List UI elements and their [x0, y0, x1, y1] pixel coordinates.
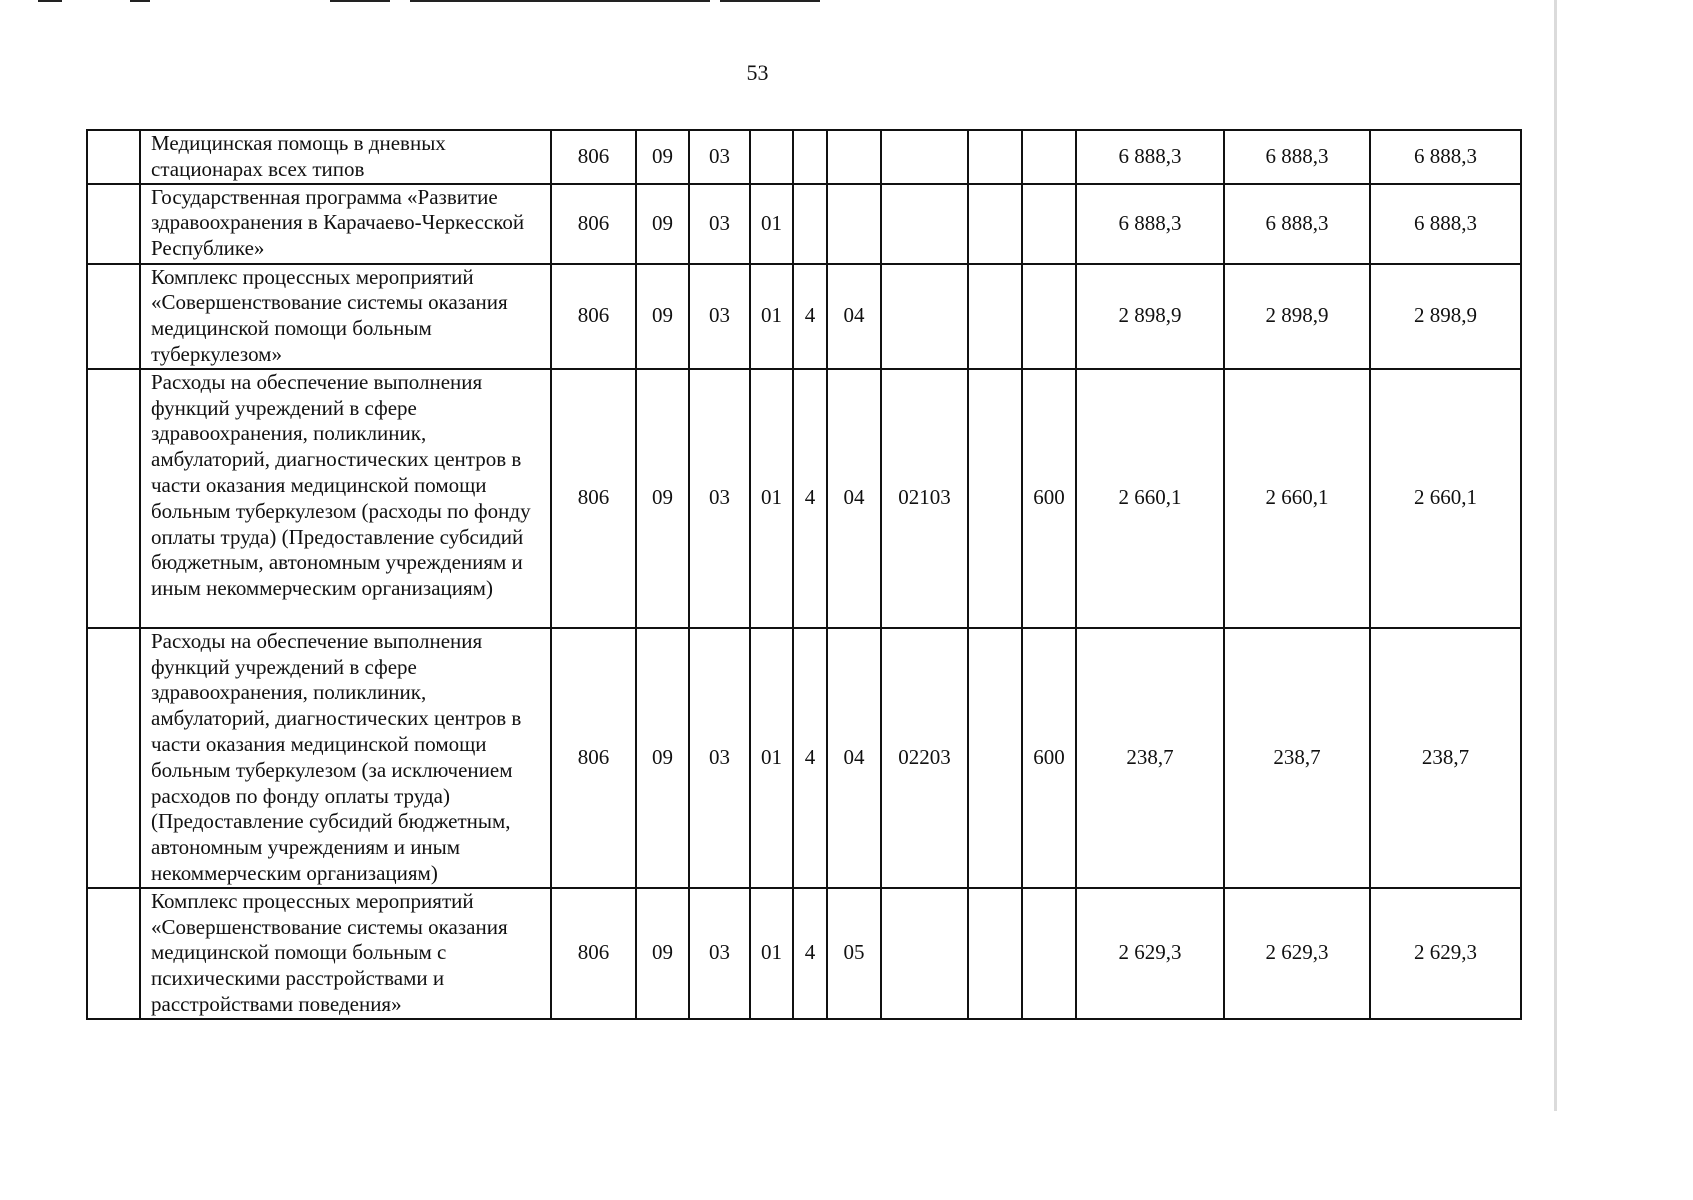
- row-number-cell: [87, 184, 140, 264]
- table-row: [87, 130, 1521, 184]
- direction-code-cell: [881, 264, 968, 369]
- measure-code-cell: 04: [827, 264, 881, 369]
- direction-code-cell: [881, 130, 968, 184]
- direction-code-cell: 02103: [881, 369, 968, 628]
- expense-type-cell: [1022, 264, 1076, 369]
- table-body: [87, 130, 1521, 1019]
- row-number-cell: [87, 369, 140, 628]
- ministry-code-cell: 806: [551, 628, 636, 888]
- amount-year-3-cell: 2 660,1: [1370, 369, 1521, 628]
- program-type-cell: 4: [793, 264, 827, 369]
- amount-year-2-cell: 2 660,1: [1224, 369, 1370, 628]
- table-row: [87, 888, 1521, 1019]
- row-number-cell: [87, 264, 140, 369]
- amount-year-3-cell: 6 888,3: [1370, 130, 1521, 184]
- subsection-code-cell: 03: [689, 888, 750, 1019]
- subsection-code-cell: 03: [689, 130, 750, 184]
- budget-table: [86, 129, 1522, 1020]
- amount-year-2-cell: 6 888,3: [1224, 184, 1370, 264]
- program-type-cell: 4: [793, 888, 827, 1019]
- amount-year-3-cell: 2 898,9: [1370, 264, 1521, 369]
- item-name-cell: Медицинская помощь в дневных стационарах всех типов: [140, 130, 551, 184]
- program-type-cell: [793, 184, 827, 264]
- direction-code-cell: [881, 888, 968, 1019]
- program-type-cell: 4: [793, 369, 827, 628]
- item-name-cell: Расходы на обеспечение выполнения функций учреждений в сфере здравоохранения, поликлиник, амбулаторий, диагностических центров в части оказания медицинской помощи больным туберкулезом (за исключением расходов по фонду оплаты труда) (Предоставление субсидий бюджетным, автономным учреждениям и иным некоммерческим организациям): [140, 628, 551, 888]
- program-type-cell: [793, 130, 827, 184]
- program-code-cell: 01: [750, 888, 793, 1019]
- amount-year-1-cell: 6 888,3: [1076, 130, 1224, 184]
- ministry-code-cell: 806: [551, 888, 636, 1019]
- amount-year-1-cell: 2 660,1: [1076, 369, 1224, 628]
- amount-year-1-cell: 2 898,9: [1076, 264, 1224, 369]
- extra-code-cell: [968, 888, 1022, 1019]
- subsection-code-cell: 03: [689, 628, 750, 888]
- table-row: [87, 369, 1521, 628]
- subsection-code-cell: 03: [689, 184, 750, 264]
- table-row: [87, 628, 1521, 888]
- page-number: 53: [746, 60, 769, 85]
- section-code-cell: 09: [636, 264, 689, 369]
- amount-year-3-cell: 6 888,3: [1370, 184, 1521, 264]
- item-name-cell: Комплекс процессных мероприятий «Совершенствование системы оказания медицинской помощи больным с психическими расстройствами и расстройствами поведения»: [140, 888, 551, 1019]
- row-number-cell: [87, 628, 140, 888]
- program-code-cell: [750, 130, 793, 184]
- row-number-cell: [87, 888, 140, 1019]
- program-code-cell: 01: [750, 628, 793, 888]
- amount-year-2-cell: 238,7: [1224, 628, 1370, 888]
- program-type-cell: 4: [793, 628, 827, 888]
- expense-type-cell: [1022, 130, 1076, 184]
- amount-year-2-cell: 2 629,3: [1224, 888, 1370, 1019]
- scan-right-edge-shadow: [1554, 0, 1557, 1111]
- item-name-cell: Комплекс процессных мероприятий «Совершенствование системы оказания медицинской помощи больным туберкулезом»: [140, 264, 551, 369]
- extra-code-cell: [968, 628, 1022, 888]
- expense-type-cell: 600: [1022, 628, 1076, 888]
- section-code-cell: 09: [636, 888, 689, 1019]
- direction-code-cell: [881, 184, 968, 264]
- subsection-code-cell: 03: [689, 369, 750, 628]
- table-row: [87, 184, 1521, 264]
- amount-year-1-cell: 238,7: [1076, 628, 1224, 888]
- item-name-cell: Расходы на обеспечение выполнения функций учреждений в сфере здравоохранения, поликлиник, амбулаторий, диагностических центров в части оказания медицинской помощи больным туберкулезом (расходы по фонду оплаты труда) (Предоставление субсидий бюджетным, автономным учреждениям и иным некоммерческим организациям): [140, 369, 551, 628]
- program-code-cell: 01: [750, 184, 793, 264]
- amount-year-2-cell: 2 898,9: [1224, 264, 1370, 369]
- extra-code-cell: [968, 184, 1022, 264]
- item-name-cell: Государственная программа «Развитие здравоохранения в Карачаево-Черкесской Республике»: [140, 184, 551, 264]
- expense-type-cell: [1022, 888, 1076, 1019]
- table-row: [87, 264, 1521, 369]
- program-code-cell: 01: [750, 369, 793, 628]
- amount-year-3-cell: 238,7: [1370, 628, 1521, 888]
- amount-year-1-cell: 6 888,3: [1076, 184, 1224, 264]
- expense-type-cell: [1022, 184, 1076, 264]
- ministry-code-cell: 806: [551, 184, 636, 264]
- ministry-code-cell: 806: [551, 369, 636, 628]
- ministry-code-cell: 806: [551, 264, 636, 369]
- measure-code-cell: 04: [827, 628, 881, 888]
- program-code-cell: 01: [750, 264, 793, 369]
- row-number-cell: [87, 130, 140, 184]
- measure-code-cell: 05: [827, 888, 881, 1019]
- extra-code-cell: [968, 130, 1022, 184]
- section-code-cell: 09: [636, 369, 689, 628]
- measure-code-cell: [827, 184, 881, 264]
- section-code-cell: 09: [636, 628, 689, 888]
- extra-code-cell: [968, 264, 1022, 369]
- section-code-cell: 09: [636, 130, 689, 184]
- subsection-code-cell: 03: [689, 264, 750, 369]
- ministry-code-cell: 806: [551, 130, 636, 184]
- scan-top-edge-artifact: [0, 0, 1568, 6]
- measure-code-cell: [827, 130, 881, 184]
- amount-year-2-cell: 6 888,3: [1224, 130, 1370, 184]
- direction-code-cell: 02203: [881, 628, 968, 888]
- amount-year-1-cell: 2 629,3: [1076, 888, 1224, 1019]
- expense-type-cell: 600: [1022, 369, 1076, 628]
- extra-code-cell: [968, 369, 1022, 628]
- amount-year-3-cell: 2 629,3: [1370, 888, 1521, 1019]
- section-code-cell: 09: [636, 184, 689, 264]
- measure-code-cell: 04: [827, 369, 881, 628]
